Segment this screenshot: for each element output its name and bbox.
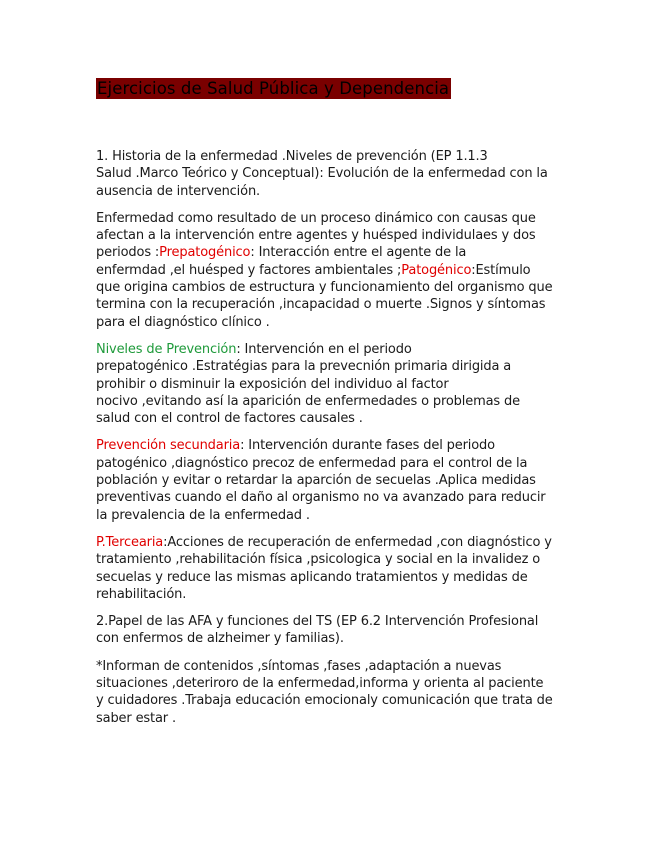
paragraph-enfermedad [96, 210, 566, 331]
text-segment: enfermdad ,el huésped y factores ambientales ; [96, 262, 402, 278]
text-line: y cuidadores .Trabaja educación emocionaly comunicación que trata de [96, 693, 553, 709]
text-line: la prevalencia de la enfermedad . [96, 507, 310, 523]
text-segment: : Intervención en el periodo [236, 341, 412, 357]
paragraph-papel-afa [96, 613, 566, 648]
term-p-tercearia: P.Tercearia [96, 534, 164, 550]
paragraph-prevencion-secundaria [96, 437, 566, 523]
text-segment: periodos : [96, 245, 160, 261]
text-segment: : Intervención durante fases del periodo [240, 438, 495, 454]
term-prevencion-secundaria: Prevención secundaria [96, 438, 241, 454]
text-line: para el diagnóstico clínico . [96, 314, 270, 330]
text-line: que origina cambios de estructura y funcionamiento del organismo que [96, 280, 553, 296]
text-line: situaciones ,deteriroro de la enfermedad,informa y orienta al paciente [96, 676, 544, 692]
paragraph-informan [96, 658, 566, 727]
text-line [96, 437, 566, 454]
text-line: rehabilitación. [96, 586, 187, 602]
paragraph-prevencion-terciaria [96, 534, 566, 603]
text-line: ausencia de intervención. [96, 183, 261, 199]
text-line: Salud .Marco Teórico y Conceptual): Evolución de la enfermedad con la [96, 166, 548, 182]
text-line: con enfermos de alzheimer y familias). [96, 631, 344, 647]
text-line: saber estar . [96, 710, 176, 726]
text-line: 1. Historia de la enfermedad .Niveles de prevención (EP 1.1.3 [96, 149, 488, 164]
text-line [96, 341, 566, 358]
text-line: afectan a la intervención entre agentes y huésped individulaes y dos [96, 228, 536, 244]
text-line: prohibir o disminuir la exposición del individuo al factor [96, 376, 449, 392]
text-segment: : Interacción entre el agente de la [250, 245, 467, 261]
text-segment: :Acciones de recuperación de enfermedad ,con diagnóstico y [163, 534, 552, 550]
term-prepatogenico: Prepatogénico [159, 245, 251, 261]
text-line: salud con el control de factores causales . [96, 411, 363, 427]
document-body [96, 148, 566, 737]
text-line: patogénico ,diagnóstico precoz de enfermedad para el control de la [96, 455, 528, 471]
text-line: población y evitar o retardar la aparción de secuelas .Aplica medidas [96, 473, 536, 489]
text-line: Enfermedad como resultado de un proceso dinámico con causas que [96, 210, 536, 226]
text-line: prepatogénico .Estratégias para la prevecnión primaria dirigida a [96, 359, 512, 375]
text-segment: :Estímulo [471, 262, 531, 278]
text-line [96, 262, 566, 279]
paragraph-niveles-prevencion [96, 341, 566, 427]
text-line: *Informan de contenidos ,síntomas ,fases ,adaptación a nuevas [96, 658, 502, 674]
term-niveles-prevencion: Niveles de Prevención [96, 341, 237, 357]
text-line: nocivo ,evitando así la aparición de enfermedades o problemas de [96, 393, 520, 409]
text-line [96, 534, 566, 551]
text-line: preventivas cuando el daño al organismo no va avanzado para reducir [96, 490, 546, 506]
text-line: 2.Papel de las AFA y funciones del TS (EP 6.2 Intervención Profesional [96, 614, 539, 630]
text-line [96, 244, 566, 261]
term-patogenico: Patogénico [401, 262, 472, 278]
text-line: secuelas y reduce las mismas aplicando tratamientos y medidas de [96, 569, 528, 585]
text-line: tratamiento ,rehabilitación física ,psicologica y social en la invalidez o [96, 552, 541, 568]
paragraph-historia [96, 148, 566, 200]
document-title: Ejercicios de Salud Pública y Dependencia [97, 79, 450, 98]
text-line: termina con la recuperación ,incapacidad o muerte .Signos y síntomas [96, 297, 546, 313]
